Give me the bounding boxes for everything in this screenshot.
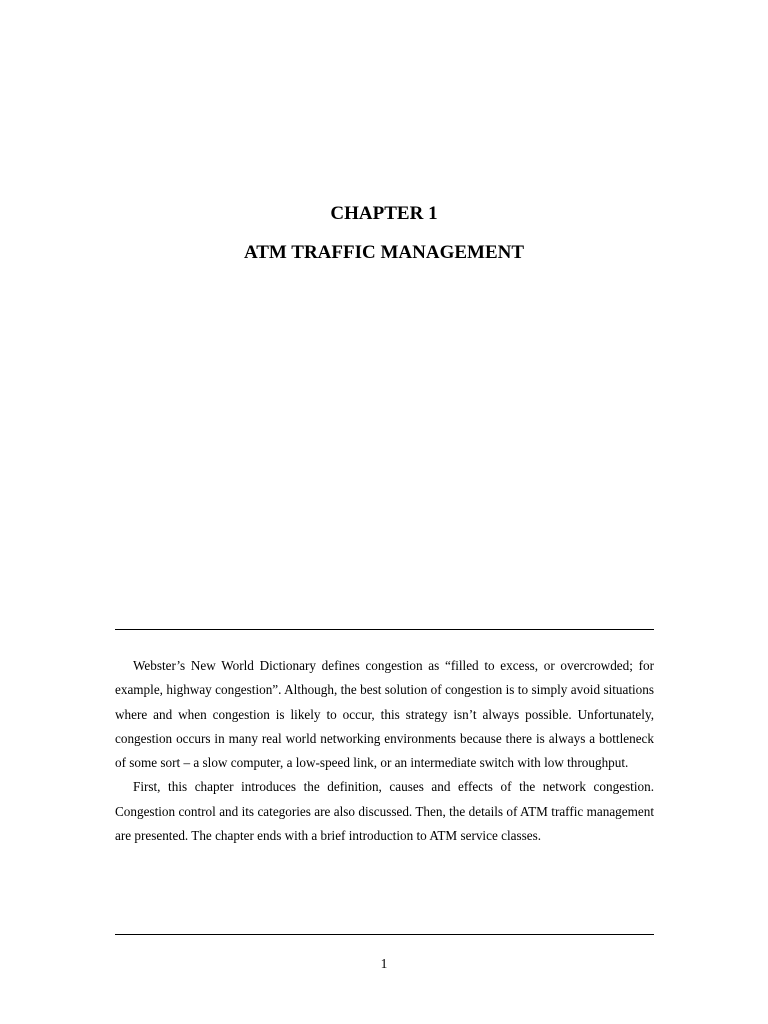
paragraph-2: First, this chapter introduces the definition, causes and effects of the network congestion. Congestion control and its categories are also discussed. Then, the details of ATM traffic management are presented. The chapter ends with a brief introduction to ATM service classes. [115, 779, 654, 844]
page-number: 1 [380, 956, 388, 971]
bottom-divider [115, 934, 654, 935]
chapter-number: CHAPTER 1 [330, 203, 438, 224]
chapter-intro [115, 654, 654, 848]
top-divider [115, 629, 654, 630]
paragraph-1: Webster’s New World Dictionary defines congestion as “filled to excess, or overcrowded; for example, highway congestion”. Although, the best solution of congestion is to simply avoid situations where and when congestion is likely to occur, this strategy isn’t always possible. Unfortunately, congestion occurs in many real world networking environments because there is always a bottleneck of some sort – a slow computer, a low-speed link, or an intermediate switch with low throughput. [115, 658, 654, 771]
chapter-title: ATM TRAFFIC MANAGEMENT [243, 242, 525, 263]
